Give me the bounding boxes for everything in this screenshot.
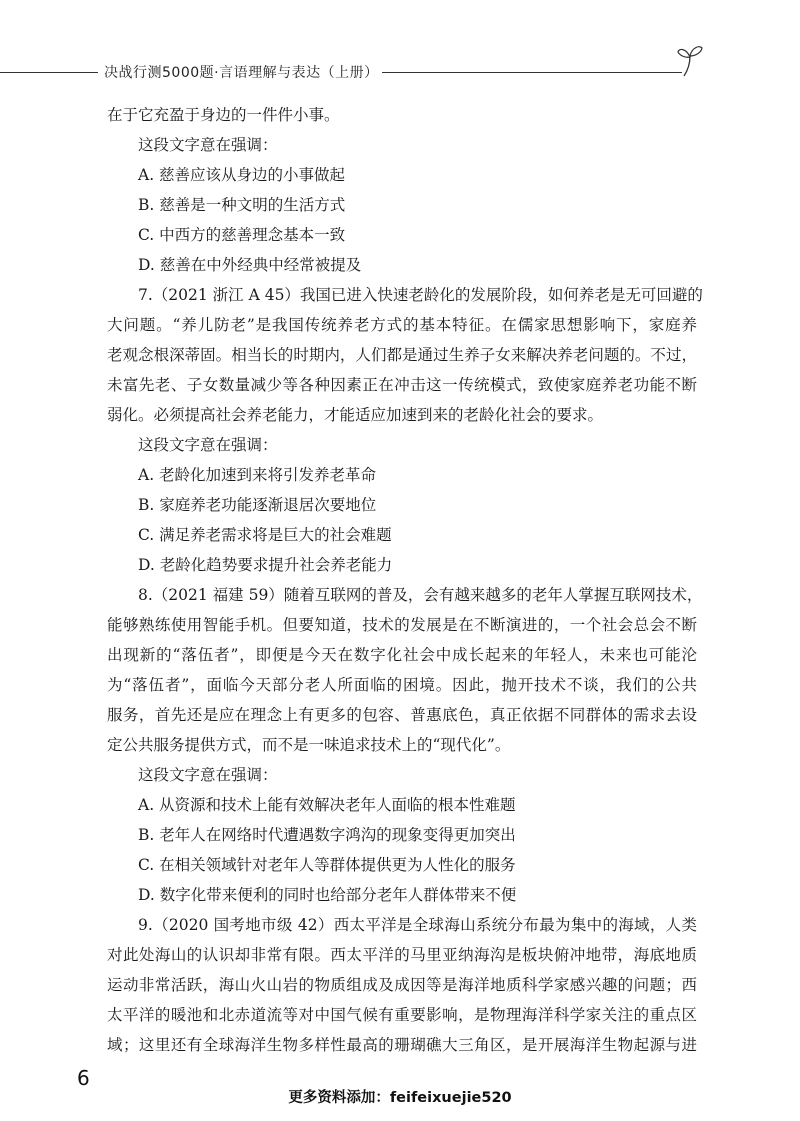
text-line: D. 数字化带来便利的同时也给部分老年人群体带来不便 bbox=[138, 886, 517, 904]
text-line: 9.（2020 国考地市级 42）西太平洋是全球海山系统分布最为集中的海域，人类 bbox=[138, 916, 697, 934]
header-title: 决战行测5000题·言语理解与表达（上册） bbox=[104, 65, 379, 81]
text-line: 老观念根深蒂固。相当长的时期内，人们都是通过生养子女来解决养老问题的。不过， bbox=[107, 346, 697, 364]
header-rule-left bbox=[0, 72, 98, 73]
text-line: 太平洋的暖池和北赤道流等对中国气候有重要影响，是物理海洋科学家关注的重点区 bbox=[107, 1006, 697, 1024]
page-body bbox=[107, 100, 703, 1060]
text-line: B. 家庭养老功能逐渐退居次要地位 bbox=[138, 496, 377, 514]
sprout-icon bbox=[676, 42, 704, 78]
header-rule-right bbox=[382, 72, 682, 73]
footer-contact-note: 更多资料添加：feifeixuejie520 bbox=[288, 1090, 512, 1106]
text-line: D. 老龄化趋势要求提升社会养老能力 bbox=[138, 556, 393, 574]
text-line: 大问题。“养儿防老”是我国传统养老方式的基本特征。在儒家思想影响下，家庭养 bbox=[107, 316, 697, 334]
text-line: 定公共服务提供方式，而不是一味追求技术上的“现代化”。 bbox=[107, 736, 511, 754]
text-line: C. 满足养老需求将是巨大的社会难题 bbox=[138, 526, 392, 544]
text-line: B. 老年人在网络时代遭遇数字鸿沟的现象变得更加突出 bbox=[138, 826, 516, 844]
text-line: 出现新的“落伍者”，即便是今天在数字化社会中成长起来的年轻人，未来也可能沦 bbox=[107, 646, 697, 664]
text-line: A. 老龄化加速到来将引发养老革命 bbox=[138, 466, 377, 484]
text-line: 运动非常活跃，海山火山岩的物质组成及成因等是海洋地质科学家感兴趣的问题；西 bbox=[107, 976, 697, 994]
text-line: 域；这里还有全球海洋生物多样性最高的珊瑚礁大三角区，是开展海洋生物起源与进 bbox=[107, 1036, 697, 1054]
text-line: 为“落伍者”，面临今天部分老人所面临的困境。因此，抛开技术不谈，我们的公共 bbox=[107, 676, 697, 694]
text-line: 这段文字意在强调： bbox=[138, 766, 278, 784]
text-line: 未富先老、子女数量减少等各种因素正在冲击这一传统模式，致使家庭养老功能不断 bbox=[107, 376, 697, 394]
text-line: 8.（2021 福建 59）随着互联网的普及，会有越来越多的老年人掌握互联网技术， bbox=[138, 586, 703, 604]
text-line: 对此处海山的认识却非常有限。西太平洋的马里亚纳海沟是板块俯冲地带，海底地质 bbox=[107, 946, 697, 964]
text-line: 在于它充盈于身边的一件件小事。 bbox=[107, 106, 340, 124]
text-line: C. 中西方的慈善理念基本一致 bbox=[138, 226, 346, 244]
running-header bbox=[0, 58, 800, 88]
text-line: C. 在相关领域针对老年人等群体提供更为人性化的服务 bbox=[138, 856, 516, 874]
text-line: 这段文字意在强调： bbox=[138, 136, 278, 154]
text-line: 能够熟练使用智能手机。但要知道，技术的发展是在不断演进的，一个社会总会不断 bbox=[107, 616, 697, 634]
text-line: A. 慈善应该从身边的小事做起 bbox=[138, 166, 346, 184]
text-line: 弱化。必须提高社会养老能力，才能适应加速到来的老龄化社会的要求。 bbox=[107, 406, 604, 424]
text-line: A. 从资源和技术上能有效解决老年人面临的根本性难题 bbox=[138, 796, 516, 814]
text-line: D. 慈善在中外经典中经常被提及 bbox=[138, 256, 362, 274]
text-line: 这段文字意在强调： bbox=[138, 436, 278, 454]
text-line: 7.（2021 浙江 A 45）我国已进入快速老龄化的发展阶段，如何养老是无可回避的 bbox=[138, 286, 703, 304]
text-line: B. 慈善是一种文明的生活方式 bbox=[138, 196, 346, 214]
page-number: 6 bbox=[77, 1066, 90, 1090]
text-line: 服务，首先还是应在理念上有更多的包容、普惠底色，真正依据不同群体的需求去设 bbox=[107, 706, 697, 724]
